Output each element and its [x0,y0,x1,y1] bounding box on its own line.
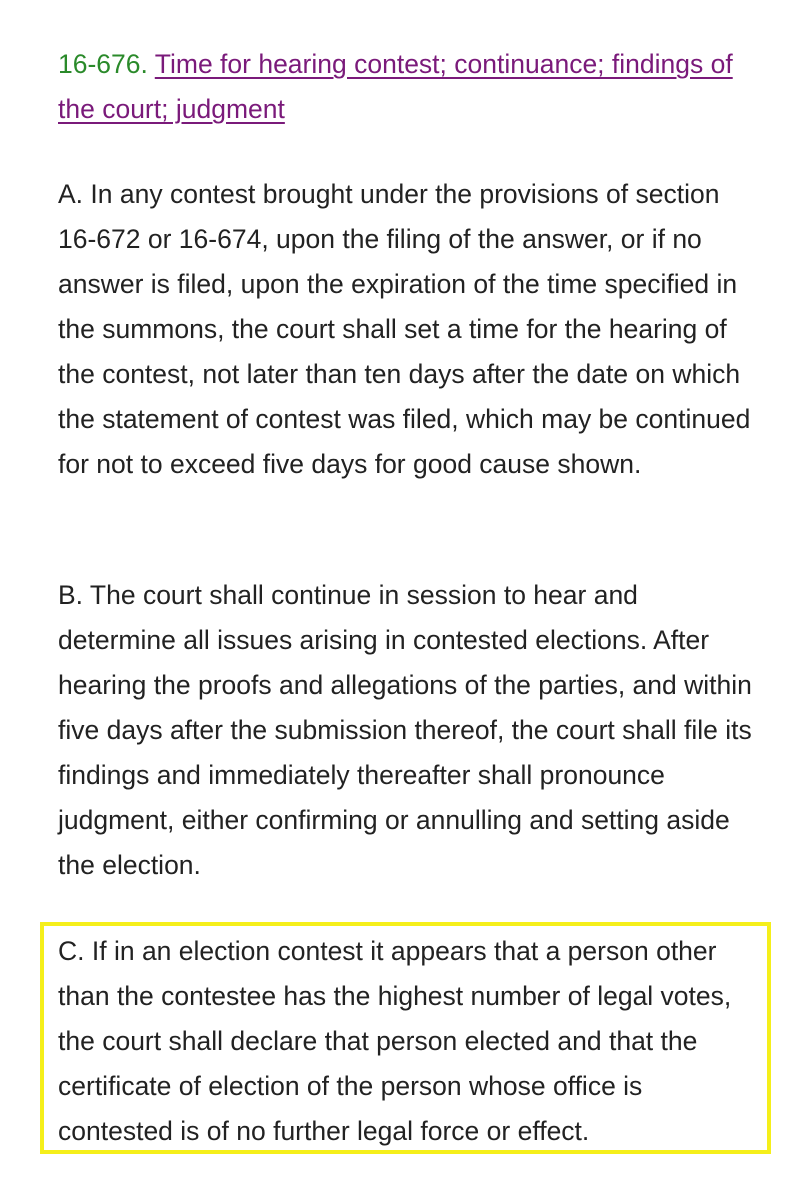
section-heading [58,42,758,132]
section-title-link[interactable]: Time for hearing contest; continuance; findings of the court; judgment [58,49,733,124]
paragraph-b: B. The court shall continue in session to hear and determine all issues arising in contested elections. After hearing the proofs and allegations of the parties, and within five days after the submission thereof, the court shall file its findings and immediately thereafter shall pronounce judgment, either confirming or annulling and setting aside the election. [58,580,752,880]
section-number: 16-676. [58,49,148,79]
paragraph-a: A. In any contest brought under the provisions of section 16-672 or 16-674, upon the filing of the answer, or if no answer is filed, upon the expiration of the time specified in the summons, the court shall set a time for the hearing of the contest, not later than ten days after the date on which the statement of contest was filed, which may be continued for not to exceed five days for good cause shown. [58,179,751,479]
paragraph-c-highlighted: C. If in an election contest it appears that a person other than the contestee has the highest number of legal votes, the court shall declare that person elected and that the certificate of election of the person whose office is contested is of no further legal force or effect. [58,936,732,1146]
